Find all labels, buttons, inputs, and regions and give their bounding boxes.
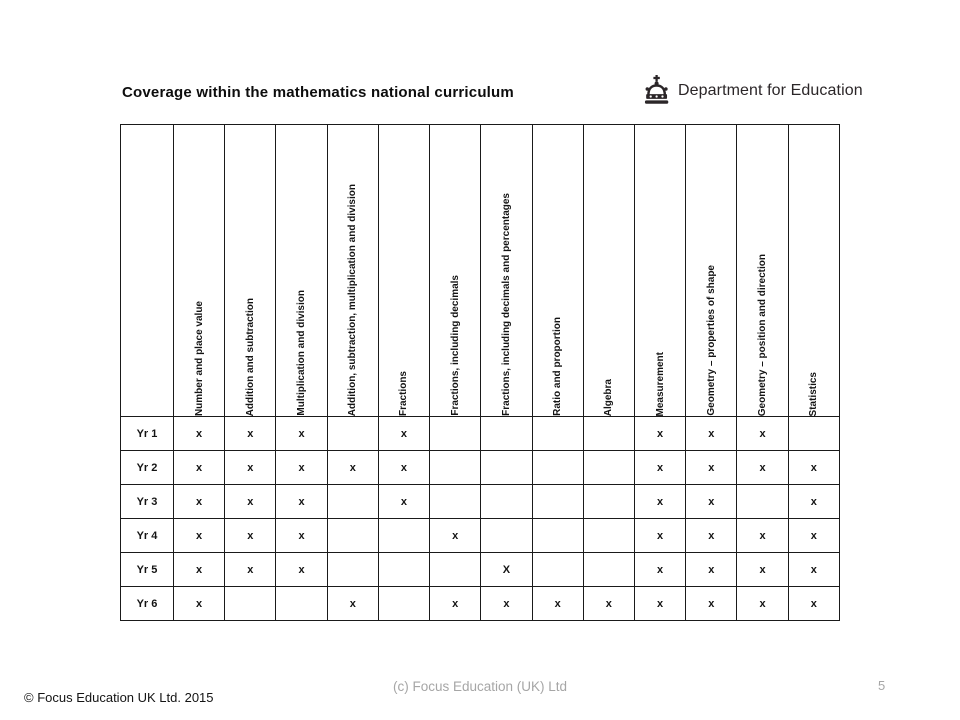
- header-row: [121, 125, 840, 417]
- coverage-cell: [481, 485, 532, 519]
- footer-copyright: © Focus Education UK Ltd. 2015: [24, 690, 214, 705]
- column-header-1: [225, 125, 276, 417]
- coverage-cell: x: [737, 587, 788, 621]
- coverage-cell: x: [174, 417, 225, 451]
- coverage-cell: [583, 417, 634, 451]
- table-body: [121, 417, 840, 621]
- coverage-cell: [225, 587, 276, 621]
- column-header-label: Ratio and proportion: [552, 317, 564, 416]
- coverage-cell: [430, 451, 481, 485]
- coverage-cell: x: [225, 485, 276, 519]
- coverage-cell: x: [378, 485, 429, 519]
- coverage-cell: x: [737, 417, 788, 451]
- row-label: Yr 3: [121, 485, 174, 519]
- coverage-cell: x: [225, 553, 276, 587]
- column-header-4: [378, 125, 429, 417]
- table-row: [121, 519, 840, 553]
- coverage-cell: x: [737, 553, 788, 587]
- row-label: Yr 1: [121, 417, 174, 451]
- column-header-0: [174, 125, 225, 417]
- coverage-cell: x: [634, 451, 685, 485]
- row-label: Yr 2: [121, 451, 174, 485]
- coverage-cell: [481, 451, 532, 485]
- column-header-label: Multiplication and division: [296, 290, 308, 416]
- coverage-cell: [788, 417, 839, 451]
- column-header-12: [788, 125, 839, 417]
- coverage-cell: x: [634, 485, 685, 519]
- dfe-logo: [643, 75, 863, 106]
- column-header-label: Addition, subtraction, multiplication and division: [347, 183, 359, 416]
- table-row: [121, 417, 840, 451]
- coverage-cell: [532, 451, 583, 485]
- coverage-cell: [327, 417, 378, 451]
- coverage-cell: [532, 519, 583, 553]
- coverage-cell: [327, 553, 378, 587]
- coverage-cell: [532, 553, 583, 587]
- coverage-cell: x: [634, 417, 685, 451]
- coverage-cell: x: [634, 553, 685, 587]
- coverage-cell: [532, 485, 583, 519]
- column-header-label: Algebra: [603, 378, 615, 416]
- table-row: [121, 485, 840, 519]
- coverage-cell: x: [225, 519, 276, 553]
- coverage-cell: [430, 417, 481, 451]
- coverage-cell: [276, 587, 327, 621]
- coverage-cell: x: [686, 587, 737, 621]
- coverage-cell: x: [378, 451, 429, 485]
- coverage-cell: x: [174, 587, 225, 621]
- column-header-8: [583, 125, 634, 417]
- footer-credit: (c) Focus Education (UK) Ltd: [392, 679, 568, 694]
- column-header-label: Geometry – position and direction: [757, 253, 769, 416]
- column-header-label: Fractions: [398, 370, 410, 416]
- table-row: [121, 587, 840, 621]
- coverage-cell: [327, 485, 378, 519]
- coverage-cell: [378, 519, 429, 553]
- coverage-cell: x: [174, 553, 225, 587]
- coverage-cell: [481, 519, 532, 553]
- coverage-cell: [327, 519, 378, 553]
- coverage-cell: x: [686, 485, 737, 519]
- column-header-label: Fractions, including decimals and percentages: [500, 193, 512, 416]
- coverage-cell: [430, 485, 481, 519]
- column-header-5: [430, 125, 481, 417]
- page-number: 5: [878, 678, 886, 693]
- coverage-cell: [481, 417, 532, 451]
- table-row: [121, 553, 840, 587]
- row-label: Yr 4: [121, 519, 174, 553]
- coverage-cell: x: [276, 451, 327, 485]
- coverage-cell: x: [225, 451, 276, 485]
- column-header-label: Measurement: [654, 351, 666, 416]
- page-title: Coverage within the mathematics national curriculum: [122, 84, 514, 101]
- coverage-cell: X: [481, 553, 532, 587]
- coverage-cell: x: [634, 587, 685, 621]
- coverage-cell: x: [583, 587, 634, 621]
- coverage-cell: x: [225, 417, 276, 451]
- crown-icon: [643, 75, 670, 106]
- column-header-label: Statistics: [808, 371, 820, 416]
- column-header-7: [532, 125, 583, 417]
- coverage-cell: x: [737, 451, 788, 485]
- coverage-cell: x: [174, 451, 225, 485]
- coverage-cell: [583, 451, 634, 485]
- column-header-2: [276, 125, 327, 417]
- coverage-cell: x: [686, 417, 737, 451]
- coverage-cell: x: [430, 587, 481, 621]
- coverage-cell: [378, 553, 429, 587]
- coverage-cell: x: [327, 451, 378, 485]
- coverage-cell: x: [174, 485, 225, 519]
- coverage-cell: [737, 485, 788, 519]
- coverage-cell: x: [788, 451, 839, 485]
- column-header-3: [327, 125, 378, 417]
- coverage-cell: x: [174, 519, 225, 553]
- coverage-cell: x: [634, 519, 685, 553]
- curriculum-coverage-table: [120, 124, 840, 621]
- coverage-cell: [378, 587, 429, 621]
- column-header-6: [481, 125, 532, 417]
- row-label: Yr 5: [121, 553, 174, 587]
- coverage-cell: x: [430, 519, 481, 553]
- column-header-9: [634, 125, 685, 417]
- coverage-cell: x: [378, 417, 429, 451]
- coverage-cell: x: [276, 553, 327, 587]
- coverage-cell: x: [686, 519, 737, 553]
- coverage-cell: x: [532, 587, 583, 621]
- row-label: Yr 6: [121, 587, 174, 621]
- coverage-cell: [532, 417, 583, 451]
- coverage-cell: x: [276, 519, 327, 553]
- column-header-10: [686, 125, 737, 417]
- column-header-11: [737, 125, 788, 417]
- coverage-cell: x: [481, 587, 532, 621]
- coverage-cell: x: [788, 485, 839, 519]
- coverage-cell: x: [737, 519, 788, 553]
- coverage-cell: x: [788, 587, 839, 621]
- coverage-cell: [430, 553, 481, 587]
- coverage-cell: x: [276, 417, 327, 451]
- coverage-cell: x: [686, 553, 737, 587]
- column-header-label: Addition and subtraction: [244, 297, 256, 416]
- coverage-cell: [583, 553, 634, 587]
- table-row: [121, 451, 840, 485]
- column-header-label: Number and place value: [193, 300, 205, 416]
- coverage-cell: [583, 485, 634, 519]
- dfe-logo-text: Department for Education: [678, 81, 863, 99]
- coverage-cell: x: [327, 587, 378, 621]
- coverage-cell: x: [686, 451, 737, 485]
- coverage-cell: x: [276, 485, 327, 519]
- table-corner-cell: [121, 125, 174, 417]
- coverage-cell: x: [788, 553, 839, 587]
- coverage-cell: [583, 519, 634, 553]
- column-header-label: Geometry – properties of shape: [705, 265, 717, 416]
- column-header-label: Fractions, including decimals: [449, 275, 461, 416]
- coverage-cell: x: [788, 519, 839, 553]
